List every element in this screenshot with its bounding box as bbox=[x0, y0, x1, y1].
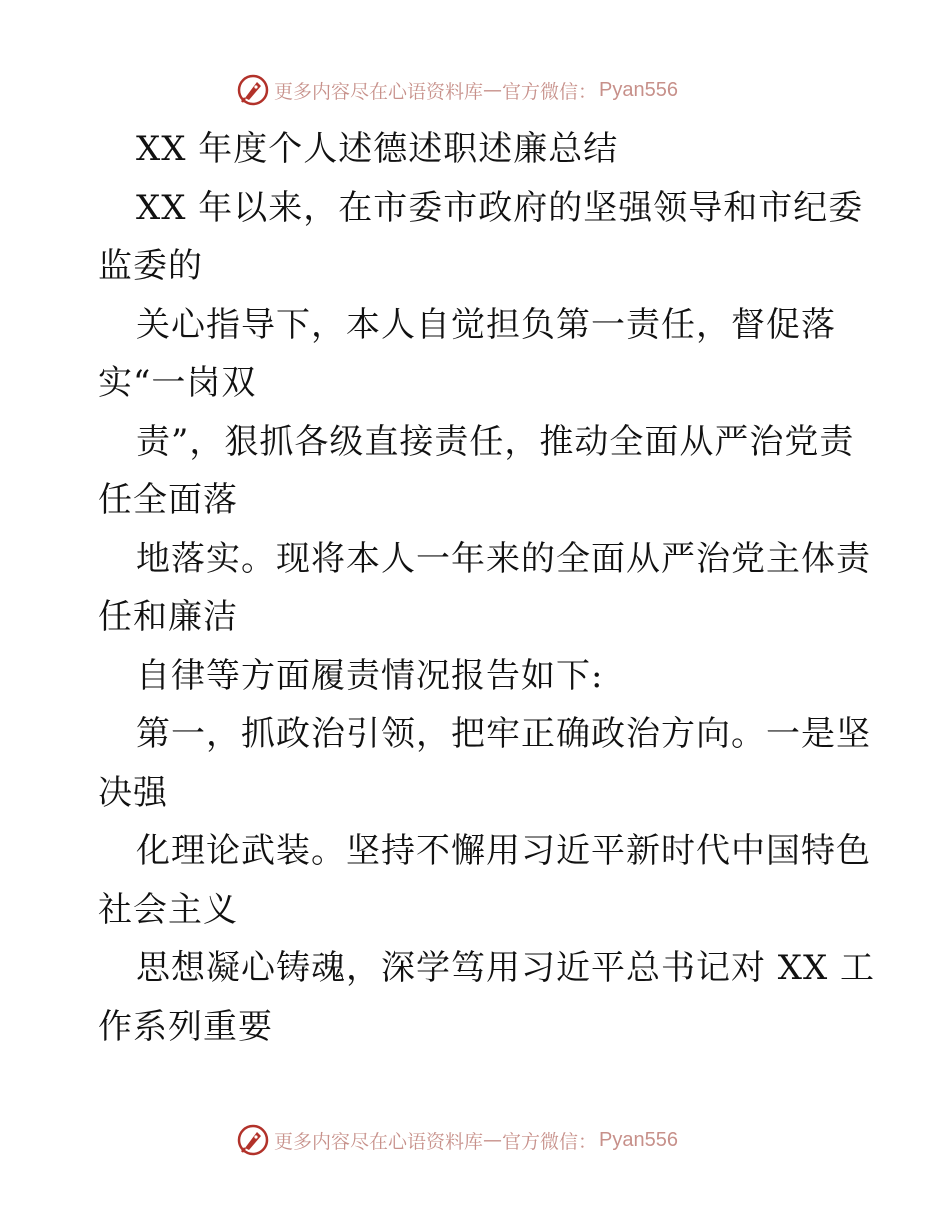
paragraph-line: 作系列重要 bbox=[98, 1006, 273, 1047]
paragraph-line: 关心指导下，本人自觉担负第一责任，督促落 bbox=[136, 304, 836, 345]
paragraph-line: 决强 bbox=[98, 772, 168, 813]
banner-site-text: 更多内容尽在心语资料库 bbox=[274, 1130, 484, 1153]
banner-wechat-label: 官方微信： bbox=[502, 1130, 598, 1153]
banner-wechat-id: Pyan556 bbox=[599, 78, 678, 101]
pen-nib-logo-icon bbox=[236, 73, 270, 107]
paragraph-line: XX 年以来，在市委市政府的坚强领导和市纪委 bbox=[136, 187, 864, 228]
banner-separator: — bbox=[483, 1129, 503, 1151]
banner-site-text: 更多内容尽在心语资料库 bbox=[274, 80, 484, 103]
paragraph-line: 责”，狠抓各级直接责任，推动全面从严治党责 bbox=[136, 421, 855, 462]
paragraph-line: 任和廉洁 bbox=[98, 597, 238, 637]
paragraph-line: 第一，抓政治引领，把牢正确政治方向。一是坚 bbox=[136, 714, 871, 754]
paragraph-line: 任全面落 bbox=[98, 480, 238, 520]
paragraph-line: 实“一岗双 bbox=[98, 363, 257, 403]
banner-wechat-label: 官方微信： bbox=[502, 80, 598, 103]
paragraph-line: 社会主义 bbox=[98, 889, 238, 930]
paragraph-line: 化理论武装。坚持不懈用习近平新时代中国特色 bbox=[136, 831, 871, 871]
paragraph-line: 监委的 bbox=[98, 246, 203, 286]
paragraph-line: 地落实。现将本人一年来的全面从严治党主体责 bbox=[136, 538, 871, 579]
banner-wechat-id: Pyan556 bbox=[599, 1128, 678, 1151]
document-body bbox=[98, 120, 876, 1056]
paragraph-line: 自律等方面履责情况报告如下: bbox=[136, 655, 604, 696]
footer-banner bbox=[236, 1122, 678, 1158]
banner-separator: — bbox=[483, 79, 503, 101]
paragraph-line: 思想凝心铸魂，深学笃用习近平总书记对 XX 工 bbox=[136, 948, 876, 988]
pen-nib-logo-icon bbox=[236, 1123, 270, 1157]
document-title: XX 年度个人述德述职述廉总结 bbox=[136, 129, 619, 169]
header-banner bbox=[236, 72, 678, 108]
